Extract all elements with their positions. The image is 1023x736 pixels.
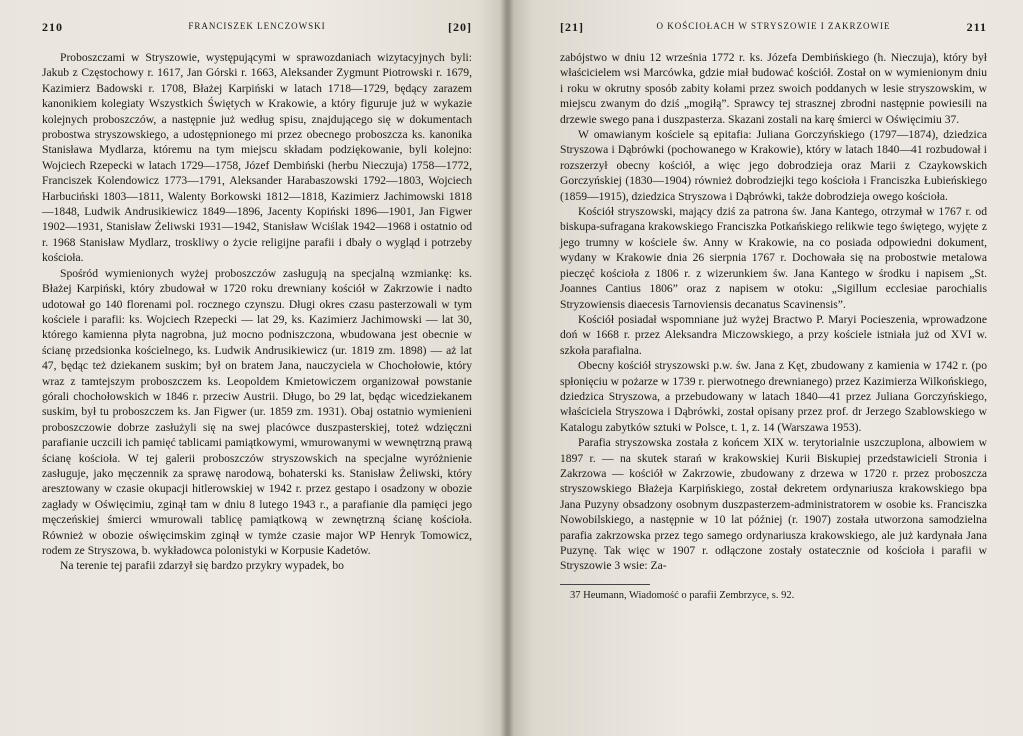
right-running-head [560, 20, 987, 44]
right-page-number: 211 [966, 20, 987, 34]
right-section-number: [21] [560, 20, 584, 34]
left-paragraph-2: Spośród wymienionych wyżej proboszczów zasługują na specjalną wzmiankę: ks. Błażej Karpiński, który zbudował w 1720 roku drewniany kościół w Zakrzowie i nadto udotował go 140 florenami pol. rocznego czynszu. Długi okres czasu pasterzowali w tym kościele i parafii: ks. Wojciech Rzepecki — lat 29, ks. Kazimierz Jachimowski — lat 30, którego kamienna płyta nagrobna, już mocno podniszczona, wbudowana jest obecnie w ścianę przedsionka kościelnego, ks. Ludwik Andrusikiewicz (ur. 1819 zm. 1898) — aż lat 47, będąc też dziekanem suskim; był on bratem Jana, nauczyciela w Chochołowie, który wraz z tamtejszym proboszczem ks. Leopoldem Kmietowiczem organizował powstanie górali chochołowskich w 1846 r. przeciw Austrii. Długo, bo 29 lat, będąc wicedziekanem suskim, był tu proboszczem ks. Jan Figwer (ur. 1859 zm. 1931). Obaj ostatnio wymienieni proboszczowie dobrze zasłużyli się na swej placówce duszpasterskiej, toteż wdzięczni parafianie uczcili ich pamięć tablicami pamiątkowymi, wmurowanymi w wewnętrzną prawą ścianę kościoła. W tej galerii proboszczów stryszowskich na specjalne wyróżnienie zasługuje, jako męczennik za sprawę narodową, bohaterski ks. Stanisław Żeliwski, który aresztowany w czasie okupacji hitlerowskiej w 1942 r. przez gestapo i osadzony w obozie zagłady w Oświęcimiu, zginął tam w dniu 8 lutego 1943 r., a parafianie dla pamięci jego męczeńskiej śmierci wmurowali tablicę pamiątkową w zewnętrzną ścianę kościoła. Również w obozie oświęcimskim zginął w tymże czasie major WP Henryk Tomowicz, rodem ze Stryszowa, b. wykładowca polonistyki w Korpusie Kadetów. [42, 266, 472, 557]
right-paragraph-2: W omawianym kościele są epitafia: Juliana Gorczyńskiego (1797—1874), dziedzica Stryszowa i Dąbrówki (pochowanego w Krakowie), który w latach 1840—41 rozbudował i rozszerzył obecny kościół, a więc jego dobrodzieja oraz Marii z Czaykowskich Gorczyńskiej (1830—1904) również dobrodziejki tego kościoła i Franciszka Łubieńskiego (1859—1915), dziedzica Stryszowa i Dąbrówki, także dobrodzieja owego kościoła. [560, 128, 987, 203]
left-running-title: FRANCISZEK LENCZOWSKI [188, 21, 326, 31]
left-paragraph-3: Na terenie tej parafii zdarzył się bardzo przykry wypadek, bo [60, 559, 344, 573]
left-running-head [42, 20, 472, 44]
right-paragraph-6: Parafia stryszowska została z końcem XIX w. terytorialnie uszczuplona, albowiem w 1897 r. — na skutek starań w krakowskiej Kurii Biskupiej przedstawicieli Stronia i Zakrzowa — kościół w Zakrzowie, zbudowany z drzewa w 1720 r. przez proboszcza stryszowskiego Błażeja Karpińskiego, został dekretem ordynariusza krakowskiego bpa Jana Puzyny obsadzony osobnym duszpasterzem-administratorem w osobie ks. Franciszka Nowobilskiego, a następnie w 10 lat później (r. 1907) została utworzona samodzielna parafia zakrzowska przez tego samego ordynariusza krakowskiego, ale już kardynała Jana Puzynę. Tak więc w 1907 r. odłączone zostały ostatecznie od kościoła i parafii w Stryszowie 3 wsie: Za- [560, 436, 987, 573]
right-running-title: O KOŚCIOŁACH W STRYSZOWIE I ZAKRZOWIE [656, 21, 891, 31]
left-page [0, 0, 508, 736]
right-page [508, 0, 1023, 736]
right-paragraph-5: Obecny kościół stryszowski p.w. św. Jana z Kęt, zbudowany z kamienia w 1742 r. (po spłonięciu w pożarze w 1739 r. pierwotnego drewnianego) przez Kazimierza Wilkońskiego, dziedzica Stryszowa, a przebudowany w latach 1840—41 przez Juliana Gorczyńskiego, właściciela Stryszowa i Dąbrówki, został opisany przez prof. dr Jerzego Szablowskiego w Katalogu zabytków sztuki w Polsce, t. 1, z. 14 (Warszawa 1953). [560, 359, 987, 434]
left-page-number: 210 [42, 20, 63, 34]
footnote-divider [560, 584, 650, 585]
right-paragraph-3: Kościół stryszowski, mający dziś za patrona św. Jana Kantego, otrzymał w 1767 r. od biskupa-sufragana krakowskiego Franciszka Potkańskiego relikwie tego świętego, wyjęte z jego trumny w kościele św. Anny w Krakowie, na co posiada odpowiedni dokument, wydany w Krakowie dnia 26 sierpnia 1767 r. Dochowała się na probostwie metalowa pieczęć kościoła z 1806 r. z wizerunkiem św. Jana Kantego w środku i napisem „St. Joannes Cantius 1806” oraz z napisem w otoku: „Sigillum ecclesiae parochialis Stryzowiensis diaecesis Tarnoviensis decanatus Scavinensis”. [560, 205, 987, 311]
book-gutter [500, 0, 514, 736]
footnote: 37 Heumann, Wiadomość o parafii Zembrzyce, s. 92. [570, 589, 795, 601]
left-section-number: [20] [448, 20, 472, 34]
right-paragraph-4: Kościół posiadał wspomniane już wyżej Bractwo P. Maryi Pocieszenia, wprowadzone doń w 1668 r. przez Aleksandra Miczowskiego, a przy kościele istniała już od XVI w. szkoła parafialna. [560, 312, 987, 357]
right-paragraph-1: zabójstwo w dniu 12 września 1772 r. ks. Józefa Dembińskiego (h. Nieczuja), który był właścicielem wsi Marcówka, gdzie miał budować kościół. Został on w wymienionym dniu i roku w okrutny sposób zabity kołami przez swoich poddanych w lesie stryszowskim, w miejscu zwanym do dziś „mogiłą”. Sprawcy tej strasznej zbrodni następnie powiesili na drzewie swego pana i duszpasterza. Skazani zostali na karę śmierci w Oświęcimiu 37. [560, 51, 987, 126]
left-paragraph-1: Proboszczami w Stryszowie, występującymi w sprawozdaniach wizytacyjnych byli: Jakub z Częstochowy r. 1617, Jan Górski r. 1663, Aleksander Zygmunt Piotrowski r. 1679, Kazimierz Badowski r. 1708, Błażej Karpiński w latach 1718—1729, będący zarazem kanonikiem kolegiaty Wszystkich Świętych w Krakowie, a który figuruje już w wykazie kolejnych proboszczów, a następnie już według spisu, znajdującego się w dokumentach probostwa stryszowskiego, a udostępnionego mi przez obecnego proboszcza ks. kanonika Stanisława Mydlarza, któremu na tym miejscu składam podziękowanie, byli kolejno: Wojciech Rzepecki w latach 1729—1758, Józef Dembiński (herbu Nieczuja) 1758—1772, Franciszek Kolendowicz 1773—1791, Aleksander Harabaszowski 1792—1803, Wojciech Harbuciński 1803—1811, Walenty Borkowski 1812—1818, Kazimierz Jachimowski 1818—1848, Ludwik Andrusikiewicz 1849—1896, Jacenty Kopiński 1896—1901, Jan Figwer 1902—1931, Stanisław Żeliwski 1931—1942, Stanisław Wciślak 1942—1968 i ostatnio od r. 1968 Stanisław Mydlarz, troskliwy o życie religijne parafii i dbały o wygląd i potrzeby kościoła. [42, 51, 472, 265]
